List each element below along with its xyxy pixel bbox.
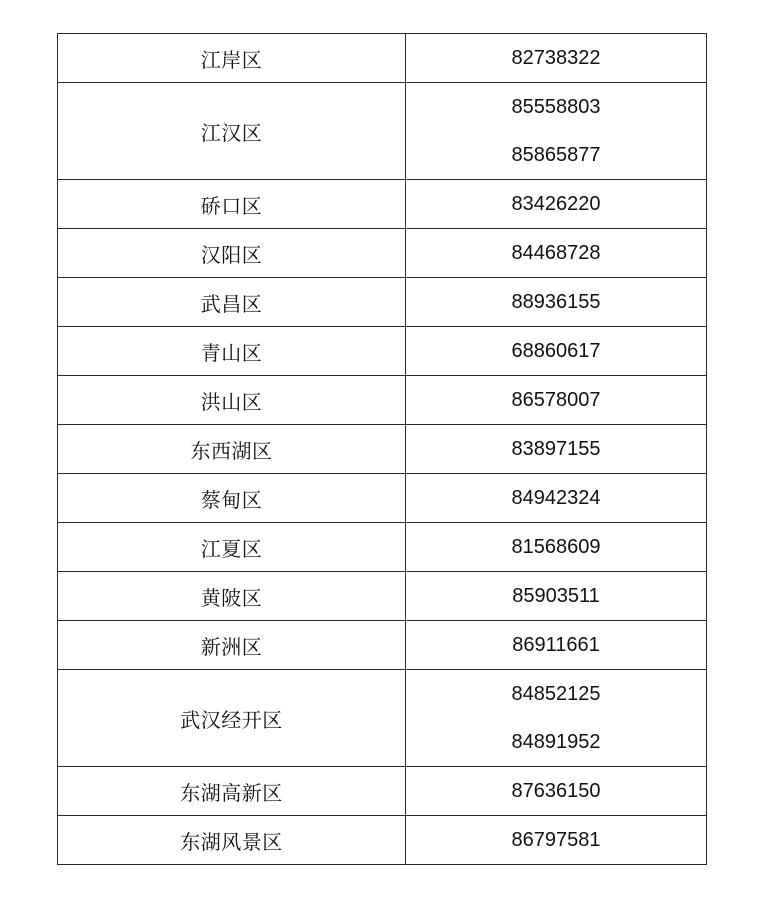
phone-cell	[406, 278, 707, 327]
table-row	[58, 425, 707, 474]
table-row	[58, 34, 707, 83]
table-row	[58, 229, 707, 278]
phone-cell	[406, 425, 707, 474]
table-row	[58, 327, 707, 376]
table-row	[58, 816, 707, 865]
district-phone-table	[57, 33, 707, 865]
phone-number: 86911661	[512, 634, 600, 656]
phone-cell	[406, 83, 707, 180]
district-cell: 洪山区	[58, 376, 406, 425]
district-cell: 硚口区	[58, 180, 406, 229]
phone-cell	[406, 572, 707, 621]
phone-number: 83897155	[511, 438, 601, 460]
district-phone-table-container	[57, 33, 707, 865]
phone-cell	[406, 816, 707, 865]
phone-number: 85558803	[511, 96, 601, 118]
district-cell: 江夏区	[58, 523, 406, 572]
phone-number: 86797581	[511, 829, 601, 851]
phone-cell	[406, 180, 707, 229]
table-row	[58, 621, 707, 670]
phone-cell	[406, 376, 707, 425]
table-row	[58, 83, 707, 180]
phone-cell	[406, 327, 707, 376]
phone-cell	[406, 229, 707, 278]
district-cell: 江汉区	[58, 83, 406, 180]
table-row	[58, 180, 707, 229]
phone-number: 87636150	[511, 780, 601, 802]
district-cell: 黄陂区	[58, 572, 406, 621]
district-cell: 汉阳区	[58, 229, 406, 278]
phone-number: 84942324	[511, 487, 601, 509]
district-cell: 蔡甸区	[58, 474, 406, 523]
table-row	[58, 278, 707, 327]
phone-cell	[406, 34, 707, 83]
table-row	[58, 376, 707, 425]
district-cell: 武昌区	[58, 278, 406, 327]
district-cell: 新洲区	[58, 621, 406, 670]
phone-number: 68860617	[511, 340, 601, 362]
district-cell: 东湖高新区	[58, 767, 406, 816]
phone-number: 85903511	[512, 585, 600, 607]
phone-cell	[406, 523, 707, 572]
phone-number: 86578007	[511, 389, 601, 411]
district-cell: 青山区	[58, 327, 406, 376]
phone-number: 84891952	[511, 731, 601, 753]
phone-cell	[406, 621, 707, 670]
district-cell: 东湖风景区	[58, 816, 406, 865]
phone-number: 84468728	[511, 242, 601, 264]
district-cell: 武汉经开区	[58, 670, 406, 767]
table-body	[58, 34, 707, 865]
table-row	[58, 523, 707, 572]
table-row	[58, 474, 707, 523]
phone-number: 84852125	[511, 683, 601, 705]
district-cell: 江岸区	[58, 34, 406, 83]
phone-number: 83426220	[511, 193, 601, 215]
phone-cell	[406, 670, 707, 767]
phone-cell	[406, 767, 707, 816]
phone-number: 81568609	[511, 536, 601, 558]
district-cell: 东西湖区	[58, 425, 406, 474]
phone-number: 85865877	[511, 144, 601, 166]
phone-number: 82738322	[511, 47, 601, 69]
phone-cell	[406, 474, 707, 523]
phone-number: 88936155	[511, 291, 601, 313]
table-row	[58, 572, 707, 621]
table-row	[58, 670, 707, 767]
table-row	[58, 767, 707, 816]
